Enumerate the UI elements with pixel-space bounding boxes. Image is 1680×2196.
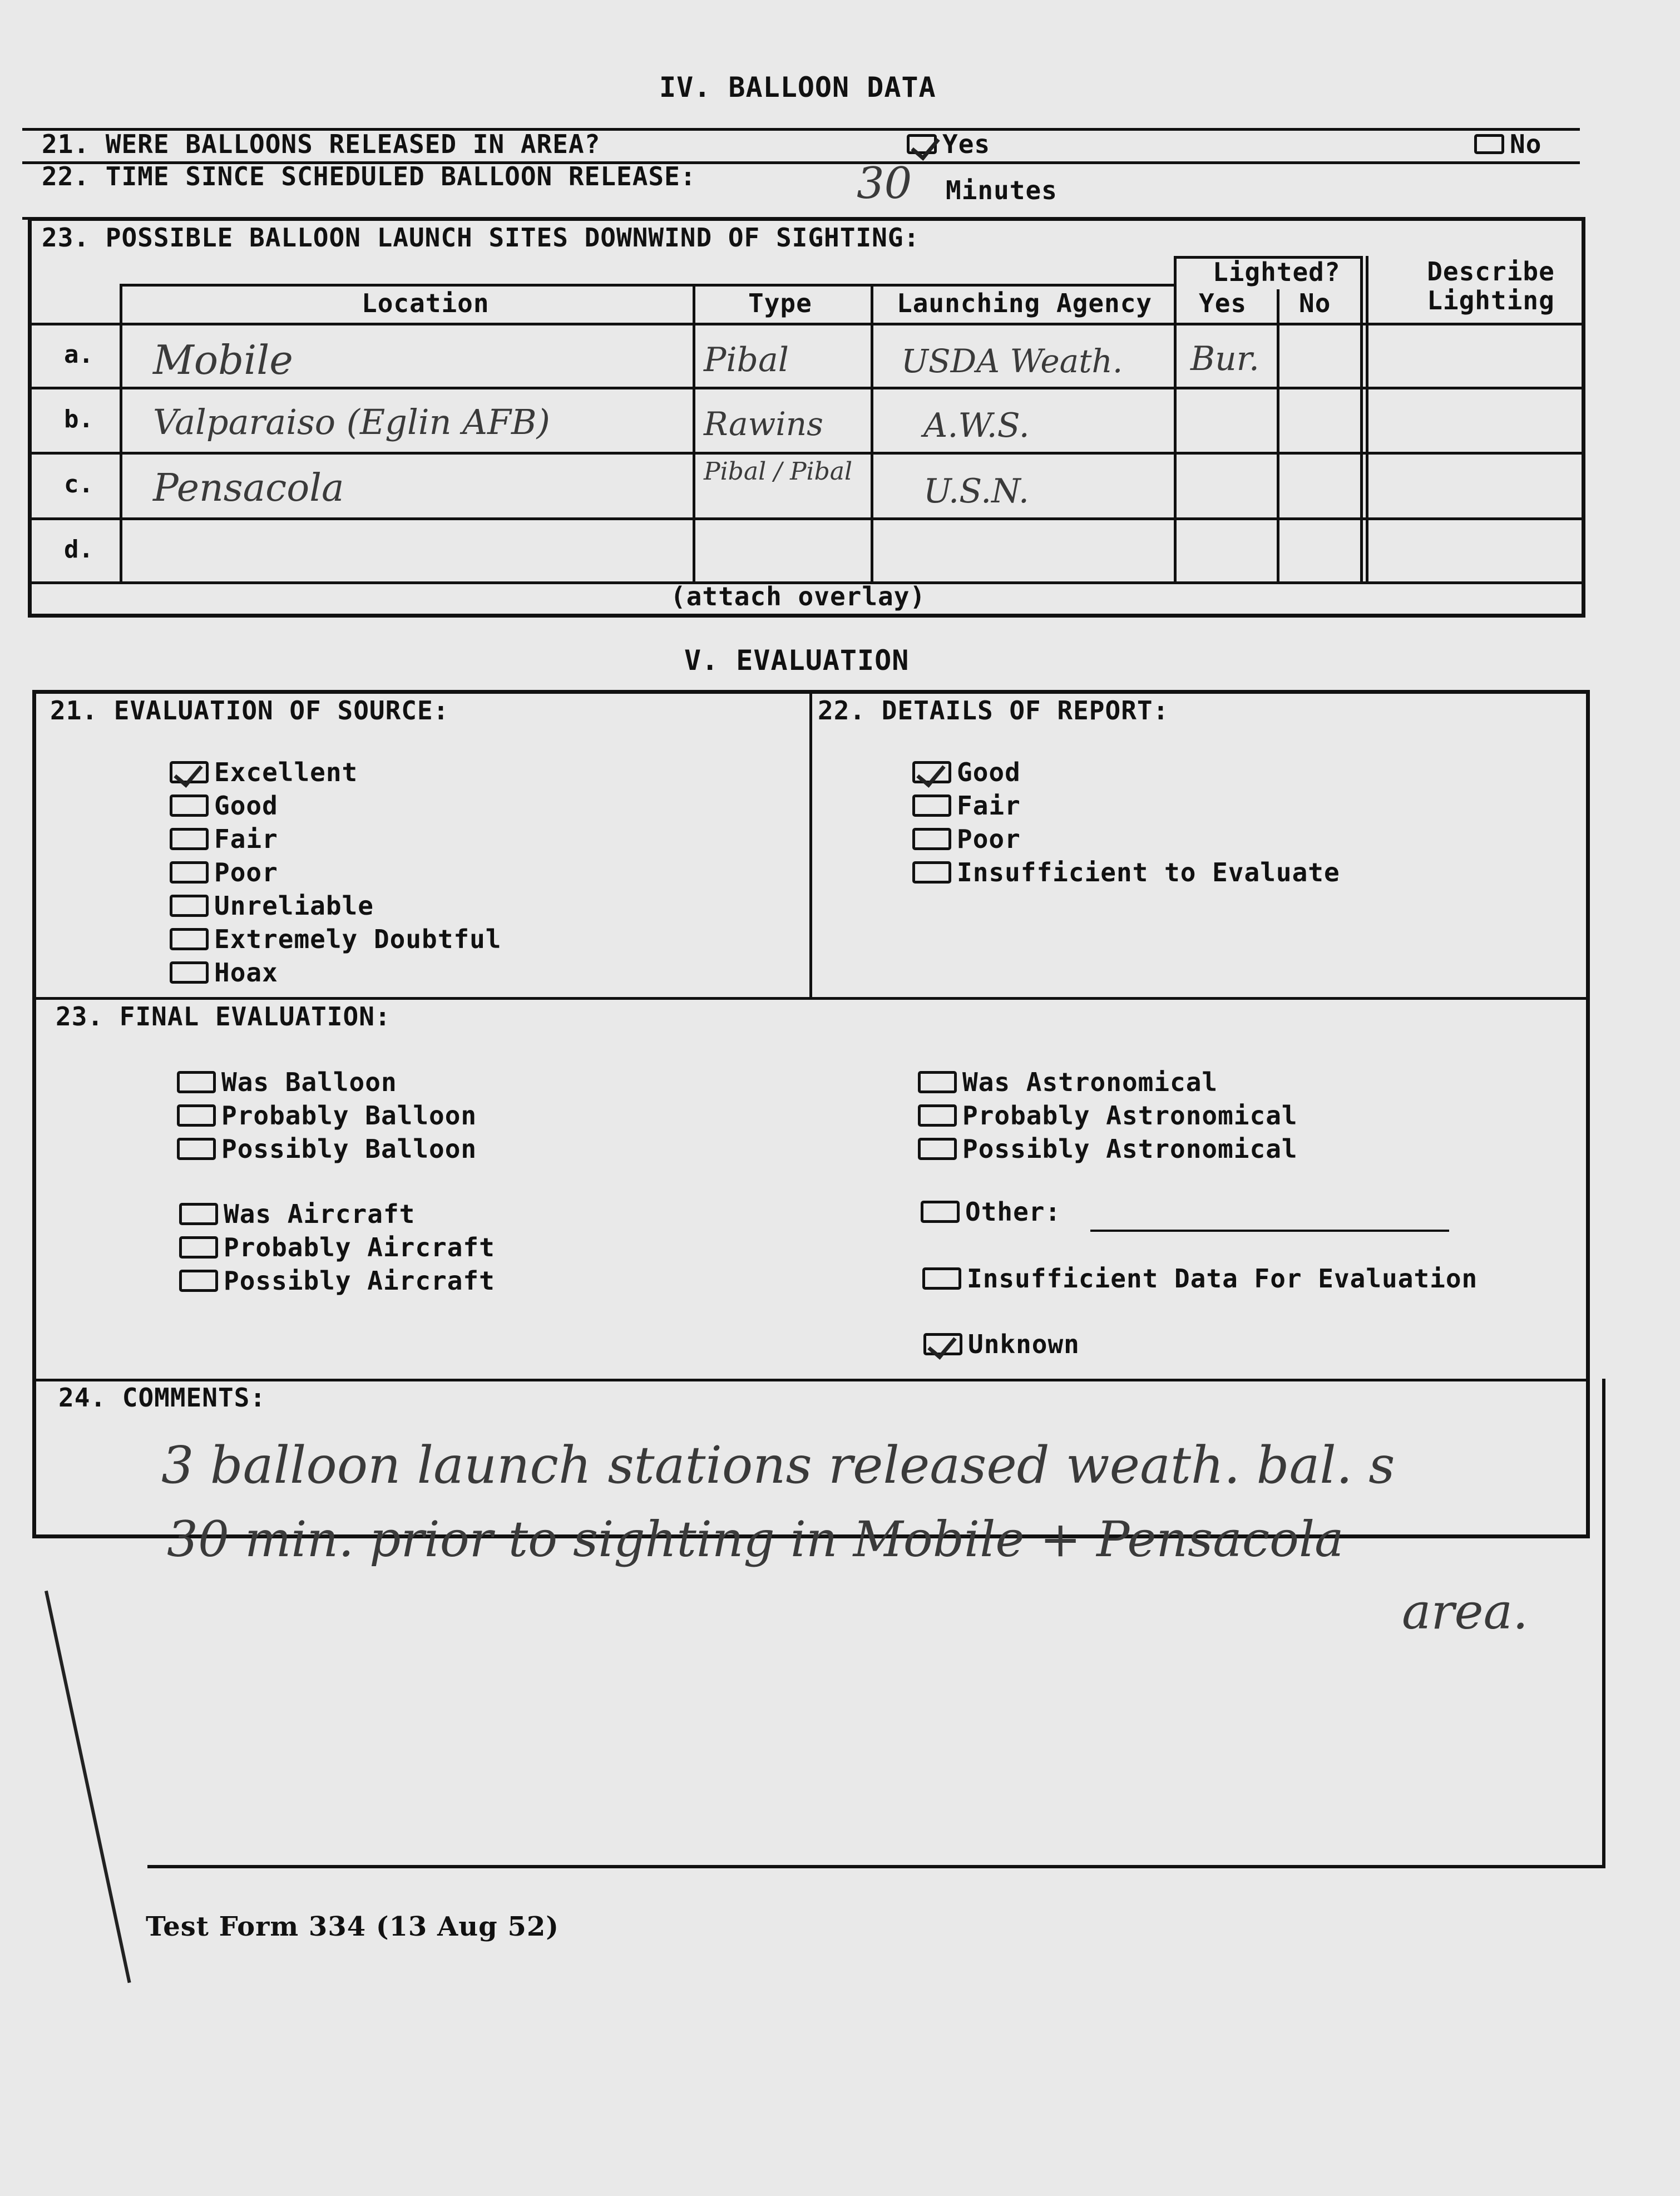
q21-no-checkbox[interactable] [1474,134,1504,154]
checkbox[interactable] [170,861,209,884]
option-label: Probably Balloon [221,1101,477,1131]
row-a-letter: a. [64,340,93,369]
details-fair[interactable] [912,789,1340,822]
checkbox[interactable] [921,1201,960,1223]
checkbox[interactable] [170,794,209,817]
checkbox[interactable] [170,961,209,984]
comments-line-1[interactable]: 3 balloon launch stations released weath. bal. s [161,1435,1395,1495]
eval-source-options [170,756,502,989]
eval-source-poor[interactable] [170,856,502,889]
checkbox[interactable] [922,1267,961,1290]
rule [871,284,873,581]
row-b-location[interactable]: Valparaiso (Eglin AFB) [153,402,550,442]
details-insufficient[interactable] [912,856,1340,889]
rule [28,323,1585,325]
row-c-type[interactable]: Pibal / Pibal [704,457,853,486]
checkbox[interactable] [170,895,209,917]
checkbox[interactable] [912,828,951,850]
q22-minutes-value[interactable]: 30 [857,159,912,209]
q22-label: 22. TIME SINCE SCHEDULED BALLOON RELEASE: [42,161,696,191]
rule [1602,1379,1605,1868]
option-label: Was Aircraft [224,1199,416,1229]
q21-no-label: No [1510,129,1542,159]
final-insufficient-data[interactable] [922,1262,1478,1295]
other-blank-line[interactable] [1090,1230,1449,1232]
eval-source-label: 21. EVALUATION OF SOURCE: [50,695,449,726]
rule [32,997,1590,1000]
col-header-yes: Yes [1199,288,1247,318]
row-c-letter: c. [64,470,93,499]
checkbox[interactable] [912,794,951,817]
row-b-letter: b. [64,405,93,433]
details-poor[interactable] [912,822,1340,856]
q21-yes-option[interactable] [907,129,990,159]
final-eval-balloon-group [177,1065,477,1166]
option-label: Good [957,757,1021,787]
checkbox[interactable] [177,1071,216,1093]
rule [28,517,1585,520]
details-report-options [912,756,1340,889]
checkbox[interactable] [912,761,951,783]
checkbox[interactable] [912,861,951,884]
row-c-location[interactable]: Pensacola [153,466,344,510]
option-label: Unknown [968,1329,1080,1359]
q21-label: 21. WERE BALLOONS RELEASED IN AREA? [42,129,601,159]
rule [693,284,695,581]
rule [1174,256,1177,581]
option-label: Was Astronomical [962,1067,1218,1097]
option-label: Possibly Aircraft [224,1266,495,1296]
checkbox[interactable] [170,828,209,850]
col-header-describe-lighting: Describe Lighting [1427,256,1555,315]
col-header-agency: Launching Agency [897,288,1153,318]
row-a-agency[interactable]: USDA Weath. [901,342,1123,380]
final-unknown[interactable] [923,1328,1080,1361]
col-header-location: Location [362,288,490,318]
details-report-label: 22. DETAILS OF REPORT: [818,695,1169,726]
section-title-evaluation: V. EVALUATION [684,644,910,677]
final-possibly-astronomical[interactable] [918,1132,1298,1166]
details-good[interactable] [912,756,1340,789]
option-label: Hoax [214,958,278,988]
q23-label: 23. POSSIBLE BALLOON LAUNCH SITES DOWNWIND OF SIGHTING: [42,223,920,253]
option-label: Other: [965,1197,1061,1227]
option-label: Probably Aircraft [224,1232,495,1262]
final-other[interactable] [921,1195,1061,1228]
eval-source-excellent[interactable] [170,756,502,789]
row-d-letter: d. [64,535,93,564]
comments-label: 24. COMMENTS: [58,1383,266,1413]
rule [1360,256,1363,581]
option-label: Extremely Doubtful [214,924,502,954]
final-probably-balloon[interactable] [177,1099,477,1132]
checkbox[interactable] [179,1236,218,1259]
q21-yes-label: Yes [942,129,991,159]
rule [809,690,812,999]
checkbox[interactable] [177,1104,216,1127]
eval-source-extremely-doubtful[interactable] [170,922,502,956]
rule [120,284,1177,287]
option-label: Good [214,791,278,821]
row-b-type[interactable]: Rawins [704,405,823,443]
final-possibly-balloon[interactable] [177,1132,477,1166]
option-label: Possibly Balloon [221,1134,477,1164]
checkbox[interactable] [177,1138,216,1160]
final-eval-astro-group [918,1065,1298,1166]
attach-overlay-note: (attach overlay) [670,581,926,611]
option-label: Was Balloon [221,1067,397,1097]
row-a-type[interactable]: Pibal [704,340,789,379]
option-label: Probably Astronomical [962,1101,1298,1131]
checkbox[interactable] [918,1138,957,1160]
checkbox[interactable] [918,1104,957,1127]
option-label: Fair [957,791,1021,821]
option-label: Unreliable [214,891,374,921]
option-label: Possibly Astronomical [962,1134,1298,1164]
final-was-aircraft[interactable] [179,1197,495,1231]
eval-source-hoax[interactable] [170,956,502,989]
final-eval-aircraft-group [179,1197,495,1297]
checkbox[interactable] [918,1071,957,1093]
checkbox[interactable] [170,761,209,783]
col-header-type: Type [748,288,812,318]
checkbox[interactable] [923,1333,962,1355]
checkbox[interactable] [179,1270,218,1292]
option-label: Poor [214,857,278,887]
rule [32,1379,1590,1381]
final-probably-aircraft[interactable] [179,1231,495,1264]
final-possibly-aircraft[interactable] [179,1264,495,1297]
comments-line-2[interactable]: 30 min. prior to sighting in Mobile + Pensacola [167,1511,1344,1568]
final-probably-astronomical[interactable] [918,1099,1298,1132]
option-label: Poor [957,824,1021,854]
scan-edge-line [45,1591,131,1983]
option-label: Fair [214,824,278,854]
form-id: Test Form 334 (13 Aug 52) [146,1911,559,1942]
rule [28,387,1585,389]
comments-line-3[interactable]: area. [1402,1583,1529,1640]
col-header-lighted: Lighted? [1213,257,1341,287]
final-was-astronomical[interactable] [918,1065,1298,1099]
option-label: Insufficient to Evaluate [957,857,1340,887]
row-b-agency[interactable]: A.W.S. [923,406,1030,445]
q21-yes-checkbox[interactable] [907,134,937,154]
checkbox[interactable] [179,1203,218,1225]
option-label: Excellent [214,757,358,787]
col-header-no: No [1299,288,1331,318]
checkbox[interactable] [170,928,209,950]
rule [120,284,122,581]
eval-source-fair[interactable] [170,822,502,856]
option-label: Insufficient Data For Evaluation [967,1264,1478,1294]
rule [1277,289,1279,581]
final-eval-label: 23. FINAL EVALUATION: [56,1001,391,1032]
row-a-lighted-yes[interactable]: Bur. [1190,339,1259,378]
rule [28,452,1585,455]
rule [1366,256,1368,581]
row-c-agency[interactable]: U.S.N. [923,472,1029,511]
row-a-location[interactable]: Mobile [153,337,293,383]
eval-source-good[interactable] [170,789,502,822]
eval-source-unreliable[interactable] [170,889,502,922]
rule [147,1865,1605,1868]
q22-unit: Minutes [946,175,1058,205]
q21-no-option[interactable] [1474,129,1541,159]
section-title-balloon-data: IV. BALLOON DATA [659,71,936,103]
final-was-balloon[interactable] [177,1065,477,1099]
